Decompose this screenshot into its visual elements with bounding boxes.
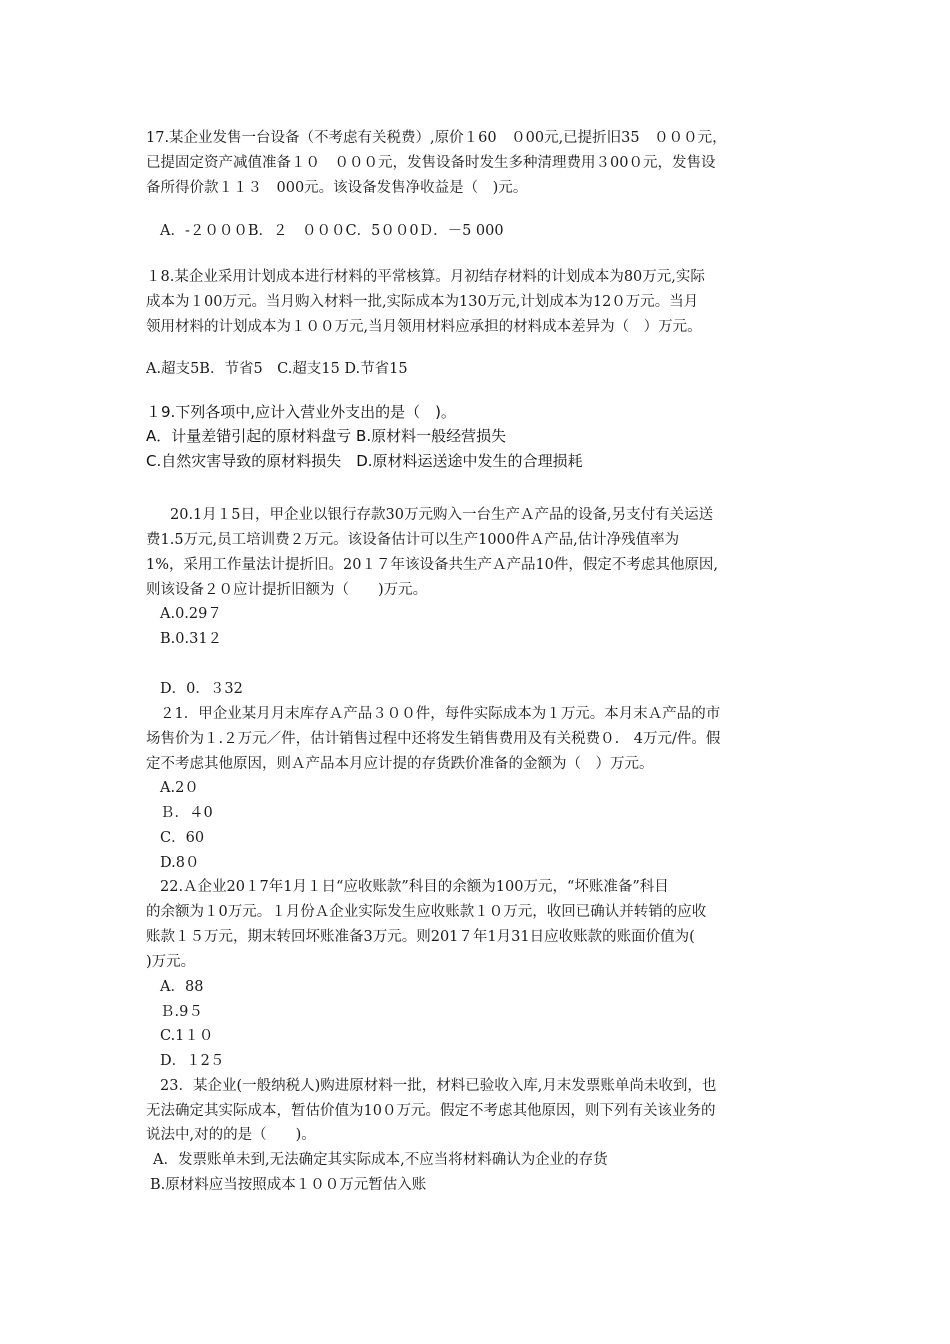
answer-option: A.0.29７ [160, 606, 222, 622]
answer-option: Ｂ．４0 [160, 805, 213, 821]
question-text-line: ２1．甲企业某月月末库存Ａ产品３００件，每件实际成本为１万元。本月末Ａ产品的市 [160, 706, 721, 722]
answer-option: B.原材料应当按照成本１００万元暂估入账 [150, 1177, 427, 1193]
question-text-line: 定不考虑其他原因，则Ａ产品本月应计提的存货跌价准备的金额为（ ）万元。 [146, 756, 654, 772]
question-text-line: 1%，采用工作量法计提折旧。20１７年该设备共生产Ａ产品10件，假定不考虑其他原因, [146, 557, 719, 573]
answer-option: D.8０ [160, 855, 200, 871]
question-text-line: 则该设备２０应计提折旧额为（ )万元。 [146, 582, 428, 598]
question-text-line: )万元。 [146, 954, 196, 970]
question-text-line: 的余额为１0万元。１月份Ａ企业实际发生应收账款１０万元，收回已确认并转销的应收 [146, 904, 707, 920]
answer-option: A．88 [160, 979, 204, 995]
question-text-line: 已提固定资产减值准备１０ ０００元，发售设备时发生多种清理费用３00０元，发售设 [146, 155, 716, 171]
question-text-line: 场售价为１.２万元／件，估计销售过程中还将发生销售费用及有关税费０. 4万元/件。假 [146, 731, 721, 747]
question-text-line: 23．某企业(一般纳税人)购进原材料一批，材料已验收入库,月末发票账单尚未收到，也 [160, 1078, 717, 1094]
question-text-line: 17.某企业发售一台设备（不考虑有关税费）,原价１60 ０00元,已提折旧35 ０００元， [146, 130, 727, 146]
question-text-line: 无法确定其实际成本，暂估价值为10０万元。假定不考虑其他原因，则下列有关该业务的 [146, 1103, 716, 1119]
answer-option: C.自然灾害导致的原材料损失 D.原材料运送途中发生的合理损耗 [146, 452, 583, 470]
question-text-line: 20.1月１5日，甲企业以银行存款30万元购入一台生产Ａ产品的设备,另支付有关运送 [170, 507, 714, 523]
answer-options: A.超支5B．节省5 C.超支15 D.节省15 [146, 361, 408, 377]
answer-option: A．计量差错引起的原材料盘亏 B.原材料一般经营损失 [146, 427, 507, 445]
question-text-line: 说法中,对的的是（ )。 [146, 1127, 316, 1143]
answer-option: C.1１０ [160, 1028, 214, 1044]
answer-options: A．-２０００B．２ ０００C．5００0Ｄ．－5 000 [160, 223, 504, 239]
question-text-line: 成本为１00万元。当月购入材料一批,实际成本为130万元,计划成本为12０万元。当月 [146, 294, 699, 310]
question-text-line: 领用材料的计划成本为１００万元,当月领用材料应承担的材料成本差异为（ ）万元。 [146, 319, 702, 335]
answer-option: Ｂ.9５ [160, 1004, 203, 1020]
question-text-line: 费1.5万元,员工培训费２万元。该设备估计可以生产1000件Ａ产品,估计净残值率为 [146, 532, 680, 548]
question-text-line: １9.下列各项中,应计入营业外支出的是（ )。 [146, 403, 456, 421]
answer-option: A．发票账单未到,无法确定其实际成本,不应当将材料确认为企业的存货 [153, 1152, 608, 1168]
answer-option: B.0.31２ [160, 631, 223, 647]
question-text-line: 备所得价款１１３ 000元。该设备发售净收益是（ )元。 [146, 180, 528, 196]
question-text-line: 22.Ａ企业20１7年1月１日“应收账款”科目的余额为100万元，“坏账准备”科目 [160, 879, 669, 895]
answer-option: C．60 [160, 830, 205, 846]
answer-option: D．１2５ [160, 1053, 225, 1069]
question-text-line: １8.某企业采用计划成本进行材料的平常核算。月初结存材料的计划成本为80万元,实际 [146, 269, 705, 285]
answer-option: A.2０ [160, 780, 199, 796]
question-text-line: 账款１５万元，期末转回坏账准备3万元。则201７年1月31日应收账款的账面价值为( [146, 929, 695, 945]
answer-option: D．0．３32 [160, 681, 243, 697]
